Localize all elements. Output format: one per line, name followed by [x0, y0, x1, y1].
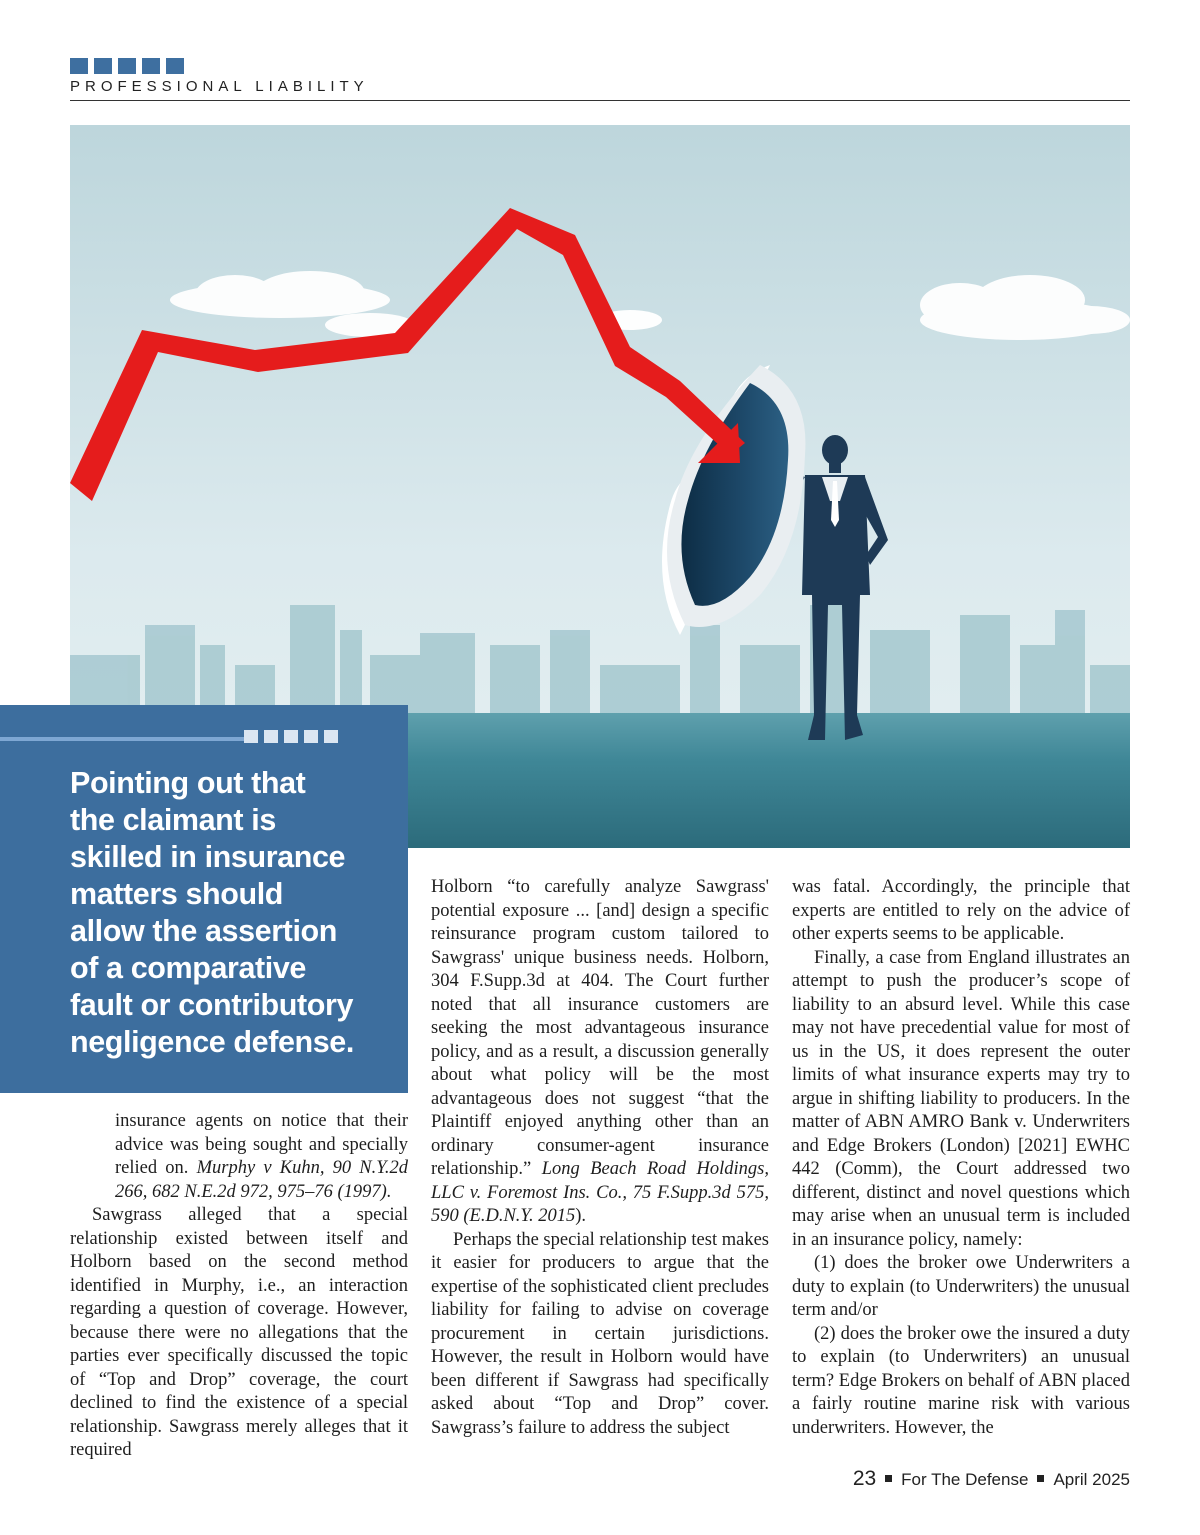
pull-quote-line: the claimant is [70, 803, 276, 837]
decor-square [142, 58, 160, 74]
bullet-separator [1037, 1475, 1044, 1482]
pull-quote-rule [0, 737, 250, 741]
decor-square [118, 58, 136, 74]
pull-quote-line: matters should [70, 877, 284, 911]
pull-quote-line: of a comparative [70, 951, 306, 985]
decor-square [264, 730, 278, 743]
article-column-3 [792, 876, 1130, 1440]
citation: Long Beach Road Holdings, LLC v. Foremost Ins. Co., 75 F.Supp.3d 575, 590 (E.D.N.Y. 2015 [431, 1159, 769, 1226]
decor-square [70, 58, 88, 74]
quote-text: insurance agents on notice that their advice was being sought and specially relied on. [115, 1111, 408, 1178]
citation: Murphy v Kuhn, 90 N.Y.2d 266, 682 N.E.2d 972, 975–76 (1997). [115, 1158, 408, 1202]
pull-quote-line: fault or contributory [70, 988, 354, 1022]
header-rule [70, 100, 1130, 101]
decor-square [166, 58, 184, 74]
header-squares [70, 58, 184, 74]
paragraph-text: Holborn “to carefully analyze Sawgrass' potential exposure ... [and] design a specific reinsurance program custom tailored to Sawgrass' unique business needs. Holborn, 304 F.Supp.3d at 404. The Court further noted that all insurance customers are seeking the most advantageous insurance policy, and as a result, a discussion generally about what policy will be the most advantageous does not suggest “that the Plaintiff enjoyed anything other than an ordinary consumer-agent insurance relationship.” [431, 877, 769, 1179]
pull-quote-line: negligence defense. [70, 1025, 354, 1059]
decor-square [304, 730, 318, 743]
paragraph: was fatal. Accordingly, the principle that experts are entitled to rely on the advice of other experts seems to be applicable. [792, 877, 1130, 944]
decor-square [94, 58, 112, 74]
decor-square [324, 730, 338, 743]
issue-date: April 2025 [1053, 1470, 1130, 1489]
bullet-separator [885, 1475, 892, 1482]
pull-quote-line: skilled in insurance [70, 840, 346, 874]
paragraph: (2) does the broker owe the insured a duty to explain (to Underwriters) an unusual term? Edge Brokers on behalf of ABN placed a fairly routine marine risk with various underwriters. However, the [792, 1323, 1130, 1438]
page-footer [853, 1467, 1130, 1491]
section-label: PROFESSIONAL LIABILITY [70, 78, 369, 95]
article-column-1 [70, 1110, 408, 1463]
page-number: 23 [852, 1467, 877, 1490]
paragraph: Perhaps the special relationship test makes it easier for producers to argue that the expertise of the sophisticated client precludes liability for failing to advise on coverage procurement in certain jurisdictions. However, the result in Holborn would have been different if Sawgrass had specifically asked about “Top and Drop” cover. Sawgrass’s failure to address the subject [431, 1229, 769, 1438]
pull-quote-squares [244, 730, 338, 743]
block-quote [115, 1110, 408, 1204]
pull-quote-line: allow the assertion [70, 914, 337, 948]
pull-quote-box [0, 705, 408, 1093]
decor-square [244, 730, 258, 743]
publication-name: For The Defense [901, 1470, 1029, 1489]
pull-quote-text [70, 765, 370, 1061]
decor-square [284, 730, 298, 743]
paragraph: (1) does the broker owe Underwriters a duty to explain (to Underwriters) the unusual term and/or [792, 1253, 1130, 1320]
article-column-2 [431, 876, 769, 1440]
paragraph: Finally, a case from England illustrates an attempt to push the producer’s scope of liability to an absurd level. While this case may not have precedential value for most of us in the US, it does represent the outer limits of what insurance experts may try to argue in shifting liability to producers. In the matter of ABN AMRO Bank v. Underwriters and Edge Brokers (London) [2021] EWHC 442 (Comm), the Court addressed two different, distinct and novel questions which may arise when an unusual term is included in an insurance policy, namely: [792, 947, 1130, 1250]
paragraph: Sawgrass alleged that a special relationship existed between itself and Holborn based on the second method identified in Murphy, i.e., an interaction regarding a question of coverage. However, because there were no allegations that the parties ever specifically discussed the topic of “Top and Drop” coverage, the court declined to find the existence of a special relationship. Sawgrass merely alleges that it required [70, 1205, 408, 1460]
paragraph [431, 876, 769, 1229]
paragraph-text: ). [575, 1206, 587, 1226]
pull-quote-line: Pointing out that [70, 766, 306, 800]
